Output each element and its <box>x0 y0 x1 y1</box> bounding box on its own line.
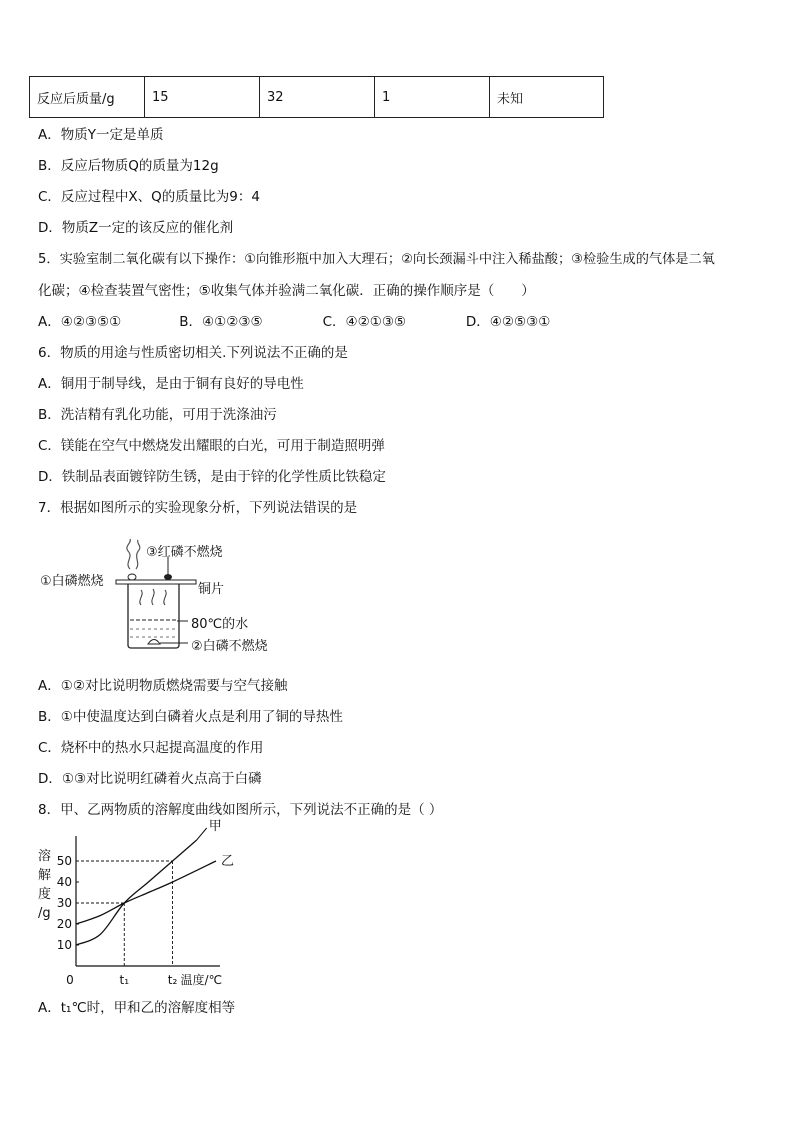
white-phosphorus-underwater <box>148 640 160 645</box>
series-label: 甲 <box>208 819 222 834</box>
q7-option-a: A．①②对比说明物质燃烧需要与空气接触 <box>38 678 288 694</box>
solubility-curve-chart <box>30 819 240 995</box>
q5-stem-line2: 化碳；④检查装置气密性；⑤收集气体并验满二氧化碳．正确的操作顺序是（ ） <box>38 283 535 299</box>
q6-stem: 6．物质的用途与性质密切相关.下列说法不正确的是 <box>38 345 348 361</box>
steam-icon <box>140 590 142 605</box>
table-cell: 15 <box>145 77 260 118</box>
q5-options <box>38 312 550 332</box>
origin-label: 0 <box>66 973 74 987</box>
q6-option-a: A．铜用于制导线，是由于铜有良好的导电性 <box>38 376 304 392</box>
q5-option-d: D．④②⑤③① <box>465 314 551 330</box>
x-tick-label: t₁ <box>119 973 130 987</box>
q8-option-a: A．t₁℃时，甲和乙的溶解度相等 <box>38 1000 236 1016</box>
y-tick-label: 20 <box>56 917 72 931</box>
label-white-not-burning: ②白磷不燃烧 <box>191 639 268 654</box>
table-row <box>30 77 604 118</box>
q8-stem: 8．甲、乙两物质的溶解度曲线如图所示，下列说法不正确的是（ ） <box>38 802 443 818</box>
q4-option-c: C．反应过程中X、Q的质量比为9：4 <box>38 189 260 205</box>
q6-option-d: D．铁制品表面镀锌防生锈，是由于锌的化学性质比铁稳定 <box>38 469 386 485</box>
q5-option-a: A．④②③⑤① <box>38 314 122 330</box>
label-water: 80℃的水 <box>191 617 249 632</box>
table-cell: 1 <box>375 77 490 118</box>
smoke-icon <box>136 540 140 569</box>
label-copper-sheet: 铜片 <box>198 582 225 597</box>
q7-stem: 7．根据如图所示的实验现象分析，下列说法错误的是 <box>38 500 358 516</box>
x-axis-label: 温度/℃ <box>180 973 223 987</box>
y-tick-label: 40 <box>56 875 72 889</box>
q7-option-c: C．烧杯中的热水只起提高温度的作用 <box>38 740 264 756</box>
y-axis-label: 度 <box>38 887 52 902</box>
y-tick-label: 50 <box>56 854 72 868</box>
legend-leader <box>197 828 207 840</box>
q4-option-d: D．物质Z一定的该反应的催化剂 <box>38 220 234 236</box>
q4-option-a: A．物质Y一定是单质 <box>38 127 164 143</box>
series-line-yi <box>76 861 216 924</box>
table-row-label: 反应后质量/g <box>30 77 145 118</box>
y-axis-label: 溶 <box>38 849 52 864</box>
series-label: 乙 <box>221 854 235 869</box>
y-tick-label: 10 <box>56 938 72 952</box>
q5-stem-line1: 5．实验室制二氧化碳有以下操作：①向锥形瓶中加入大理石；②向长颈漏斗中注入稀盐酸；③检验生成的气体是二氧 <box>38 252 715 267</box>
copper-sheet <box>116 580 196 584</box>
mass-table <box>29 76 604 118</box>
q6-option-c: C．镁能在空气中燃烧发出耀眼的白光，可用于制造照明弹 <box>38 438 385 454</box>
table-cell: 32 <box>260 77 375 118</box>
q5-option-c: C．④②①③⑤ <box>322 314 407 330</box>
q5-option-b: B．④①②③⑤ <box>179 314 263 330</box>
series-line-jia <box>76 840 197 945</box>
steam-icon <box>164 590 166 605</box>
y-tick-label: 30 <box>56 896 72 910</box>
smoke-icon <box>127 539 130 569</box>
label-white-burning: ①白磷燃烧 <box>40 574 104 589</box>
q6-option-b: B．洗洁精有乳化功能，可用于洗涤油污 <box>38 407 277 423</box>
red-phosphorus <box>164 574 172 580</box>
q7-option-d: D．①③对比说明红磷着火点高于白磷 <box>38 771 262 787</box>
label-red-phosphorus: ③红磷不燃烧 <box>146 545 223 560</box>
white-phosphorus-burning <box>128 574 136 580</box>
q4-option-b: B．反应后物质Q的质量为12g <box>38 158 219 174</box>
y-axis-label: /g <box>38 906 51 921</box>
y-axis-label: 解 <box>38 868 52 883</box>
table-cell: 未知 <box>490 77 604 118</box>
q7-option-b: B．①中使温度达到白磷着火点是利用了铜的导热性 <box>38 709 343 725</box>
x-tick-label: t₂ <box>167 973 178 987</box>
steam-icon <box>152 589 154 605</box>
